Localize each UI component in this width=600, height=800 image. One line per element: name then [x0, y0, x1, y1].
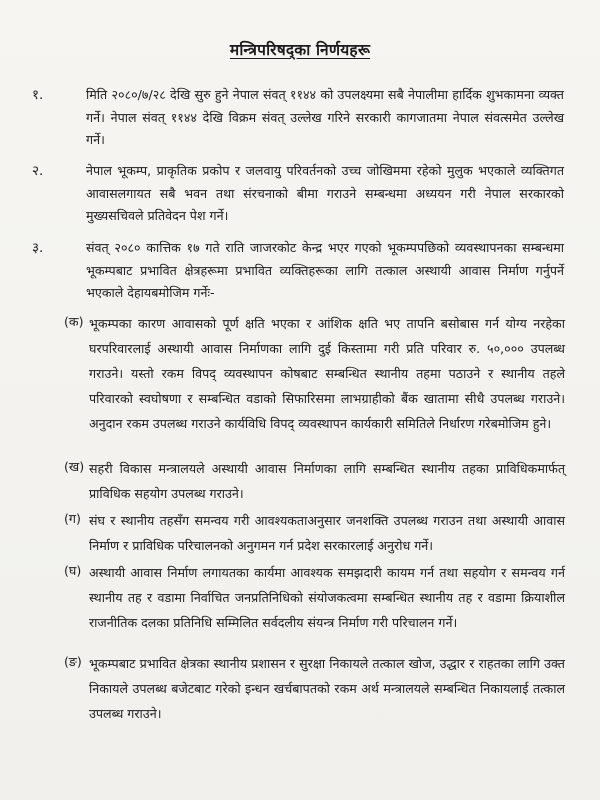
subitem-text: अस्थायी आवास निर्माण लगायतका कार्यमा आवश्यक समझदारी कायम गर्न तथा सहयोग र समन्वय गर्न स्थानीय तह र वडामा निर्वाचित जनप्रतिनिधिको संयोजकत्वमा सम्बन्धित स्थानीय तह र वडामा क्रियाशील राजनीतिक दलका प्रतिनिधि सम्मिलित सर्वदलीय संयन्त्र निर्माण गरी परिचालन गर्ने। — [89, 565, 565, 630]
document-title: मन्त्रिपरिषद्का निर्णयहरू — [229, 41, 371, 59]
decision-number: २. — [32, 163, 44, 179]
subitem-text: सहरी विकास मन्त्रालयले अस्थायी आवास निर्माणका लागि सम्बन्धित स्थानीय तहका प्राविधिकमार्फत् प्राविधिक सहयोग उपलब्ध गराउने। — [89, 461, 565, 501]
subitem-text: भूकम्पका कारण आवासको पूर्ण क्षति भएका र आंशिक क्षति भए तापनि बसोबास गर्न योग्य नरहेका घरपरिवारलाई अस्थायी आवास निर्माणका लागि दुई किस्तामा गरी प्रति परिवार रु. ५०,००० उपलब्ध गराउने। यस्तो रकम विपद् व्यवस्थापन कोषबाट सम्बन्धित स्थानीय तहमा पठाउने र स्थानीय तहले परिवारको स्वघोषणा र सम्बन्धित वडाको सिफारिसमा लाभग्राहीको बैंक खातामा सीधै उपलब्ध गराउने। अनुदान रकम उपलब्ध गराउने कार्यविधि विपद् व्यवस्थापन कार्यकारी समितिले निर्धारण गरेबमोजिम हुने। — [89, 316, 565, 431]
subitem-label: (क) — [64, 314, 84, 329]
decision-text: संवत् २०८० कात्तिक १७ गते राति जाजरकोट केन्द्र भएर गएको भूकम्पपछिको व्यवस्थापनका सम्बन्धमा भूकम्पबाट प्रभावित क्षेत्रहरूमा प्रभावित व्यक्तिहरूका लागि तत्काल अस्थायी आवास निर्माण गर्नुपर्ने भएकाले देहायबमोजिम गर्नेः- — [86, 240, 564, 300]
subitem-label: (ख) — [64, 459, 85, 474]
decision-text: मिति २०८०/७/२८ देखि सुरु हुने नेपाल संवत् ११४४ को उपलक्ष्यमा सबै नेपालीमा हार्दिक शुभकामना व्यक्त गर्ने। नेपाल संवत् ११४४ देखि विक्रम संवत् उल्लेख गरिने सरकारी कागजातमा नेपाल संवत्समेत उल्लेख गर्ने। — [86, 87, 564, 147]
subitem-label: (घ) — [64, 563, 82, 578]
subitem-text: भूकम्पबाट प्रभावित क्षेत्रका स्थानीय प्रशासन र सुरक्षा निकायले तत्काल खोज, उद्धार र राहतका लागि उक्त निकायले उपलब्ध बजेटबाट गरेको इन्धन खर्चबापतको रकम अर्थ मन्त्रालयले सम्बन्धित निकायलाई तत्काल उपलब्ध गराउने। — [89, 656, 565, 721]
decision-number: १. — [32, 87, 44, 103]
subitem-text: संघ र स्थानीय तहसँग समन्वय गरी आवश्यकताअनुसार जनशक्ति उपलब्ध गराउन तथा अस्थायी आवास निर्माण र प्राविधिक परिचालनको अनुगमन गर्न प्रदेश सरकारलाई अनुरोध गर्ने। — [89, 513, 565, 553]
decision-text: नेपाल भूकम्प, प्राकृतिक प्रकोप र जलवायु परिवर्तनको उच्च जोखिममा रहेको मुलुक भएकाले व्यक्तिगत आवासलगायत सबै भवन तथा संरचनाको बीमा गराउने सम्बन्धमा अध्ययन गरी नेपाल सरकारको मुख्यसचिवले प्रतिवेदन पेश गर्ने। — [86, 163, 564, 223]
subitem-label: (ग) — [64, 511, 81, 526]
decision-number: ३. — [32, 240, 44, 256]
subitem-label: (ङ) — [64, 654, 82, 669]
